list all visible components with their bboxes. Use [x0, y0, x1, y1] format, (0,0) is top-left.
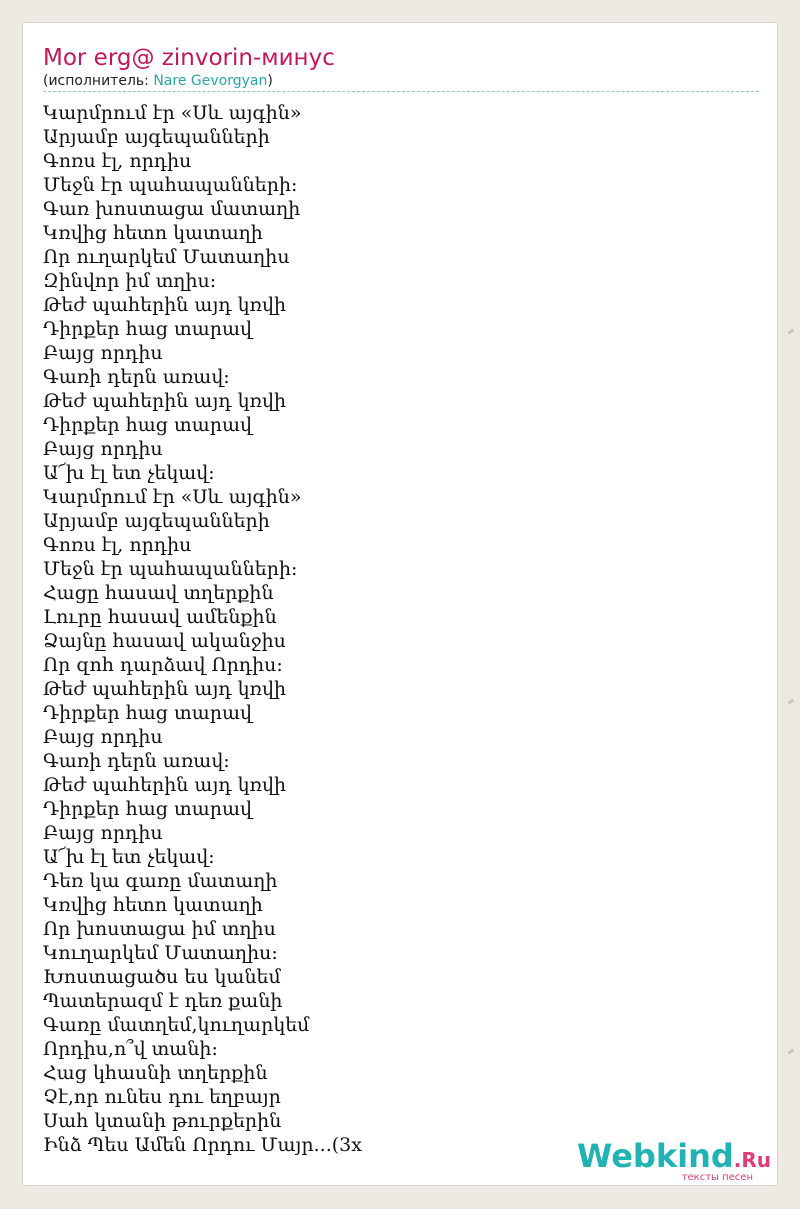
- lyric-line: Թեժ պահերին այդ կռվի: [43, 678, 287, 700]
- logo-tagline: тексты песен: [681, 1172, 753, 1183]
- performer-prefix: (исполнитель:: [43, 73, 154, 89]
- performer-line: [43, 72, 273, 90]
- lyric-line: Ինձ Պես Ամեն Որդու Մայր...(3x: [43, 1134, 362, 1156]
- lyric-line: Որդիս,ո՞վ տանի:: [43, 1038, 218, 1060]
- lyric-line: Ձայնը հասավ ականջիս: [43, 630, 286, 652]
- logo-tld: .Ru: [733, 1148, 771, 1172]
- performer-suffix: ): [267, 73, 273, 89]
- lyric-line: Հացը հասավ տղերքին: [43, 582, 274, 604]
- lyric-line: Որ խոստացա իմ տղիս: [43, 918, 276, 940]
- lyric-line: Գոռս էլ, որդիս: [43, 534, 192, 556]
- lyric-line: Թեժ պահերին այդ կռվի: [43, 294, 287, 316]
- lyric-line: Դիրքեր հաց տարավ: [43, 414, 252, 436]
- lyric-line: Գառի դերն առավ:: [43, 366, 230, 388]
- lyric-line: Բայց որդիս: [43, 342, 163, 364]
- lyric-line: Բայց որդիս: [43, 438, 163, 460]
- lyric-line: Կարմրում էր «Սև այգին»: [43, 102, 302, 124]
- lyric-line: Պատերազմ է դեռ քանի: [43, 990, 283, 1012]
- performer-link[interactable]: Nare Gevorgyan: [153, 73, 268, 89]
- lyric-line: Չէ,որ ունես դու եղբայր: [43, 1086, 281, 1108]
- lyric-line: Կուղարկեմ Մատաղիս:: [43, 942, 278, 964]
- lyric-line: Թեժ պահերին այդ կռվի: [43, 774, 287, 796]
- lyric-line: Լուրը հասավ ամենքին: [43, 606, 277, 628]
- lyric-line: Դեռ կա գառը մատաղի: [43, 870, 278, 892]
- lyrics-card: [22, 22, 778, 1186]
- site-logo[interactable]: [577, 1139, 771, 1183]
- logo-name: Webkind: [577, 1137, 734, 1175]
- dashed-divider: [43, 91, 759, 92]
- song-title: Mor erg@ zinvorin-минус: [43, 45, 335, 71]
- lyric-line: Որ ուղարկեմ Մատաղիս: [43, 246, 290, 268]
- page-edge-mark: [788, 1049, 795, 1055]
- lyric-line: Կարմրում էր «Սև այգին»: [43, 486, 302, 508]
- lyric-line: Խոստացածս ես կանեմ: [43, 966, 281, 988]
- lyric-line: Գառի դերն առավ:: [43, 750, 230, 772]
- page-edge-mark: [788, 699, 795, 705]
- lyric-line: Ա՜խ էլ ետ չեկավ:: [43, 462, 215, 484]
- lyric-line: Թեժ պահերին այդ կռվի: [43, 390, 287, 412]
- lyric-line: Մեջն էր պահապանների:: [43, 558, 298, 580]
- lyric-line: Սահ կտանի թուրքերին: [43, 1110, 282, 1132]
- lyric-line: Կռվից հետո կատաղի: [43, 894, 263, 916]
- lyric-line: Գառ խոստացա մատաղի: [43, 198, 301, 220]
- lyric-line: Դիրքեր հաց տարավ: [43, 702, 252, 724]
- lyric-line: Ա՜խ էլ ետ չեկավ:: [43, 846, 215, 868]
- lyric-line: Դիրքեր հաց տարավ: [43, 798, 252, 820]
- lyric-line: Բայց որդիս: [43, 822, 163, 844]
- lyric-line: Որ զոհ դարձավ Որդիս:: [43, 654, 283, 676]
- lyric-line: Դիրքեր հաց տարավ: [43, 318, 252, 340]
- lyric-line: Կռվից հետո կատաղի: [43, 222, 263, 244]
- lyric-line: Արյամբ այգեպանների: [43, 126, 270, 148]
- page-edge-mark: [788, 329, 795, 335]
- lyric-line: Գոռս էլ, որդիս: [43, 150, 192, 172]
- lyric-line: Արյամբ այգեպանների: [43, 510, 270, 532]
- lyrics-list: [43, 101, 362, 1157]
- lyric-line: Մեջն էր պահապանների:: [43, 174, 298, 196]
- lyric-line: Գառը մատղեմ,կուղարկեմ: [43, 1014, 310, 1036]
- lyric-line: Հաց կհասնի տղերքին: [43, 1062, 268, 1084]
- lyric-line: Բայց որդիս: [43, 726, 163, 748]
- lyric-line: Զինվոր իմ տղիս:: [43, 270, 217, 292]
